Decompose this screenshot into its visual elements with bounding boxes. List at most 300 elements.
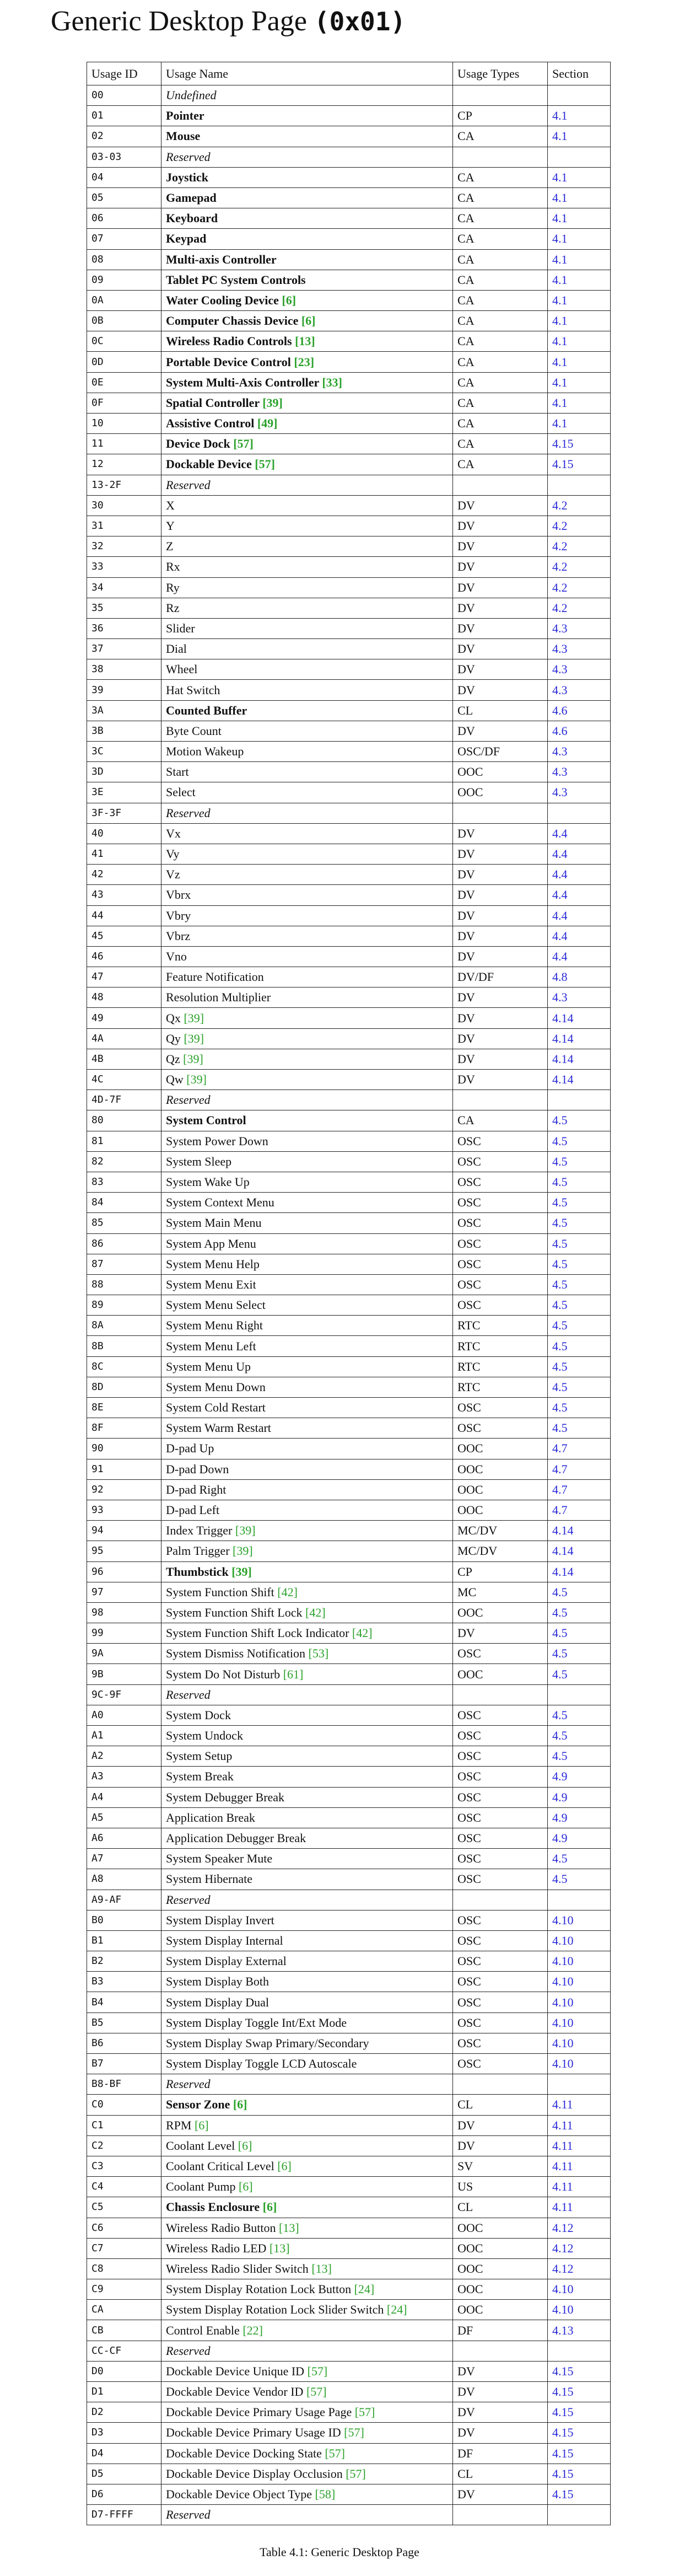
section-link[interactable]: 4.15 <box>548 2484 611 2504</box>
usage-name-cell <box>161 2361 453 2381</box>
section-link[interactable]: 4.12 <box>548 2258 611 2279</box>
section-link[interactable]: 4.10 <box>548 2300 611 2320</box>
reference-link[interactable]: [13] <box>269 2241 290 2255</box>
section-link[interactable]: 4.1 <box>548 187 611 208</box>
section-link[interactable]: 4.1 <box>548 290 611 310</box>
section-link[interactable]: 4.15 <box>548 2402 611 2423</box>
reference-link[interactable]: [49] <box>257 416 278 431</box>
usage-id-cell: A6 <box>87 1828 161 1848</box>
usage-name-text: Counted Buffer <box>166 703 247 717</box>
reference-link[interactable]: [6] <box>282 293 297 307</box>
usage-name-cell <box>161 1028 453 1049</box>
usage-id-cell: 3F-3F <box>87 803 161 823</box>
usage-types-cell: OOC <box>453 1602 548 1623</box>
section-link[interactable]: 4.3 <box>548 618 611 638</box>
usage-name-cell <box>161 1541 453 1561</box>
section-link[interactable]: 4.1 <box>548 229 611 249</box>
usage-id-cell: 8F <box>87 1418 161 1439</box>
usage-id-cell: 09 <box>87 270 161 290</box>
section-link[interactable]: 4.1 <box>548 352 611 372</box>
usage-name-text: System Display Internal <box>166 1933 283 1947</box>
usage-id-cell: CB <box>87 2320 161 2341</box>
usage-types-cell: OSC <box>453 1910 548 1930</box>
reference-link[interactable]: [6] <box>239 2180 253 2194</box>
usage-name-text: System Debugger Break <box>166 1790 285 1804</box>
section-link[interactable]: 4.9 <box>548 1787 611 1807</box>
usage-name-cell <box>161 1008 453 1028</box>
table-row <box>87 967 611 988</box>
usage-name-text: System Do Not Disturb <box>166 1667 281 1681</box>
usage-id-cell: C0 <box>87 2095 161 2115</box>
section-link[interactable]: 4.14 <box>548 1008 611 1028</box>
usage-id-cell: 8E <box>87 1398 161 1418</box>
section-link[interactable]: 4.3 <box>548 782 611 803</box>
usage-name-cell <box>161 1418 453 1439</box>
usage-name-cell <box>161 208 453 229</box>
section-link[interactable]: 4.1 <box>548 372 611 393</box>
section-link[interactable]: 4.15 <box>548 2423 611 2443</box>
usage-name-cell <box>161 1110 453 1131</box>
usage-id-cell: A4 <box>87 1787 161 1807</box>
reference-link[interactable]: [57] <box>354 2405 375 2419</box>
usage-name-cell <box>161 1459 453 1479</box>
section-link[interactable]: 4.10 <box>548 2012 611 2033</box>
usage-types-cell: OSC <box>453 1992 548 2012</box>
usage-types-cell: CA <box>453 229 548 249</box>
usage-id-cell: 97 <box>87 1582 161 1602</box>
usage-name-cell <box>161 598 453 618</box>
section-link[interactable]: 4.5 <box>548 1849 611 1869</box>
usage-id-cell: CA <box>87 2300 161 2320</box>
table-row <box>87 2320 611 2341</box>
usage-name-text: System Sleep <box>166 1154 232 1168</box>
table-row <box>87 434 611 454</box>
usage-name-text: X <box>166 498 175 512</box>
section-link[interactable]: 4.4 <box>548 823 611 844</box>
reference-link[interactable]: [39] <box>235 1523 256 1538</box>
usage-types-cell: CA <box>453 393 548 413</box>
section-link[interactable]: 4.12 <box>548 2218 611 2238</box>
section-link[interactable]: 4.14 <box>548 1028 611 1049</box>
table-row <box>87 2361 611 2381</box>
table-row <box>87 1213 611 1233</box>
section-link[interactable]: 4.5 <box>548 1110 611 1131</box>
section-link[interactable]: 4.4 <box>548 926 611 946</box>
section-link[interactable]: 4.5 <box>548 1726 611 1746</box>
section-link[interactable]: 4.5 <box>548 1377 611 1397</box>
usage-name-cell <box>161 865 453 885</box>
usage-name-cell <box>161 803 453 823</box>
reference-link[interactable]: [42] <box>305 1605 326 1619</box>
reference-link[interactable]: [13] <box>311 2261 332 2276</box>
reference-link[interactable]: [57] <box>255 457 275 471</box>
usage-name-text: Wireless Radio Slider Switch <box>166 2261 309 2276</box>
usage-name-cell <box>161 1972 453 1992</box>
section-link[interactable]: 4.14 <box>548 1541 611 1561</box>
usage-name-cell <box>161 1336 453 1356</box>
section-link[interactable]: 4.1 <box>548 270 611 290</box>
usage-types-cell: DV <box>453 516 548 536</box>
section-link[interactable]: 4.11 <box>548 2135 611 2156</box>
usage-name-cell <box>161 2402 453 2423</box>
section-link[interactable]: 4.1 <box>548 208 611 229</box>
section-link[interactable]: 4.9 <box>548 1807 611 1828</box>
usage-name-cell <box>161 1274 453 1295</box>
usage-types-cell: OOC <box>453 762 548 782</box>
section-link[interactable]: 4.5 <box>548 1869 611 1890</box>
usage-types-cell: DV <box>453 1049 548 1069</box>
usage-name-cell <box>161 1767 453 1787</box>
section-link[interactable]: 4.11 <box>548 2115 611 2135</box>
usage-types-cell: OOC <box>453 1459 548 1479</box>
table-row <box>87 844 611 864</box>
reference-link[interactable]: [6] <box>277 2159 292 2174</box>
usage-types-cell <box>453 803 548 823</box>
usage-id-cell: 32 <box>87 536 161 557</box>
usage-name-text: Dockable Device Primary Usage Page <box>166 2405 352 2419</box>
section-link[interactable]: 4.15 <box>548 2443 611 2464</box>
usage-id-cell: 9B <box>87 1664 161 1684</box>
section-link[interactable]: 4.4 <box>548 946 611 967</box>
section-link[interactable]: 4.1 <box>548 167 611 187</box>
reference-link[interactable]: [57] <box>306 2385 327 2399</box>
usage-types-cell: DF <box>453 2443 548 2464</box>
usage-name-cell <box>161 1705 453 1725</box>
section-link[interactable]: 4.11 <box>548 2177 611 2197</box>
usage-types-cell: CL <box>453 2095 548 2115</box>
section-link[interactable]: 4.5 <box>548 1356 611 1377</box>
usage-id-cell: 4A <box>87 1028 161 1049</box>
reference-link[interactable]: [39] <box>233 1544 253 1558</box>
section-link[interactable]: 4.4 <box>548 844 611 864</box>
section-link[interactable]: 4.9 <box>548 1828 611 1848</box>
section-link[interactable]: 4.1 <box>548 126 611 147</box>
usage-types-cell: OSC <box>453 1705 548 1725</box>
section-link[interactable]: 4.15 <box>548 434 611 454</box>
table-row <box>87 823 611 844</box>
usage-id-cell: 41 <box>87 844 161 864</box>
reference-link[interactable]: [13] <box>295 334 315 348</box>
section-link[interactable]: 4.5 <box>548 1131 611 1151</box>
reference-link[interactable]: [6] <box>238 2138 252 2153</box>
reference-link[interactable]: [6] <box>262 2200 277 2214</box>
section-link[interactable]: 4.5 <box>548 1316 611 1336</box>
usage-id-cell: 82 <box>87 1151 161 1172</box>
section-link[interactable]: 4.7 <box>548 1459 611 1479</box>
section-link[interactable]: 4.7 <box>548 1479 611 1500</box>
usage-types-cell: OSC <box>453 1233 548 1254</box>
section-link[interactable]: 4.11 <box>548 2197 611 2218</box>
section-link[interactable]: 4.14 <box>548 1070 611 1090</box>
usage-name-text: System Menu Left <box>166 1339 256 1353</box>
usage-name-cell <box>161 2505 453 2525</box>
reference-link[interactable]: [39] <box>184 1031 204 1045</box>
usage-id-cell: 42 <box>87 865 161 885</box>
usage-id-cell: 93 <box>87 1500 161 1520</box>
usage-name-cell <box>161 1910 453 1930</box>
usage-name-text: Gamepad <box>166 191 217 205</box>
usage-name-cell <box>161 2341 453 2361</box>
table-row <box>87 1582 611 1602</box>
reference-link[interactable]: [53] <box>308 1646 329 1661</box>
section-link[interactable]: 4.15 <box>548 2382 611 2402</box>
reference-link[interactable]: [39] <box>231 1564 252 1579</box>
usage-name-text: Reserved <box>166 2077 211 2091</box>
table-row <box>87 229 611 249</box>
reference-link[interactable]: [39] <box>186 1072 207 1087</box>
usage-name-cell <box>161 2382 453 2402</box>
reference-link[interactable]: [24] <box>354 2282 375 2296</box>
usage-types-cell: DV <box>453 2135 548 2156</box>
section-link[interactable]: 4.5 <box>548 1705 611 1725</box>
usage-id-cell: 45 <box>87 926 161 946</box>
section-link[interactable]: 4.14 <box>548 1561 611 1582</box>
section-link[interactable]: 4.7 <box>548 1500 611 1520</box>
section-link[interactable]: 4.2 <box>548 557 611 577</box>
usage-types-cell: CA <box>453 167 548 187</box>
usage-name-cell <box>161 1316 453 1336</box>
usage-types-cell <box>453 147 548 167</box>
usage-id-cell: C3 <box>87 2156 161 2176</box>
section-link[interactable]: 4.11 <box>548 2156 611 2176</box>
section-link[interactable]: 4.5 <box>548 1172 611 1192</box>
table-row <box>87 680 611 700</box>
usage-name-cell <box>161 2054 453 2074</box>
table-row <box>87 126 611 147</box>
section-link[interactable]: 4.9 <box>548 1767 611 1787</box>
reference-link[interactable]: [42] <box>352 1626 373 1640</box>
table-row <box>87 454 611 475</box>
section-link[interactable]: 4.1 <box>548 311 611 331</box>
section-link[interactable]: 4.6 <box>548 700 611 721</box>
usage-name-cell <box>161 988 453 1008</box>
usage-name-text: Reserved <box>166 1093 211 1107</box>
usage-name-cell <box>161 1131 453 1151</box>
section-link[interactable]: 4.3 <box>548 680 611 700</box>
usage-types-cell: OSC <box>453 2054 548 2074</box>
usage-name-text: Vx <box>166 826 181 840</box>
reference-link[interactable]: [57] <box>344 2425 364 2440</box>
section-link[interactable]: 4.5 <box>548 1664 611 1684</box>
usage-types-cell: CA <box>453 290 548 310</box>
usage-name-cell <box>161 2177 453 2197</box>
usage-name-text: Vy <box>166 847 180 861</box>
section-link[interactable]: 4.3 <box>548 988 611 1008</box>
table-row <box>87 516 611 536</box>
usage-name-cell <box>161 2012 453 2033</box>
header-usage-id: Usage ID <box>87 62 161 85</box>
table-row <box>87 742 611 762</box>
usage-name-cell <box>161 372 453 393</box>
section-link[interactable]: 4.10 <box>548 2054 611 2074</box>
usage-name-text: System Break <box>166 1769 234 1784</box>
table-row <box>87 414 611 434</box>
usage-types-cell: RTC <box>453 1377 548 1397</box>
usage-id-cell: B3 <box>87 1972 161 1992</box>
usage-types-cell: CA <box>453 270 548 290</box>
section-link[interactable]: 4.5 <box>548 1295 611 1316</box>
usage-types-cell: DV <box>453 823 548 844</box>
usage-types-cell: OSC <box>453 1849 548 1869</box>
section-link[interactable]: 4.10 <box>548 1930 611 1951</box>
usage-name-cell <box>161 1787 453 1807</box>
reference-link[interactable]: [33] <box>322 375 342 389</box>
section-link[interactable]: 4.4 <box>548 865 611 885</box>
usage-name-text: Reserved <box>166 1892 211 1907</box>
section-link[interactable]: 4.4 <box>548 905 611 926</box>
usage-name-cell <box>161 1295 453 1316</box>
section-link[interactable]: 4.5 <box>548 1602 611 1623</box>
section-link[interactable]: 4.5 <box>548 1336 611 1356</box>
usage-name-cell <box>161 844 453 864</box>
section-link[interactable]: 4.5 <box>548 1398 611 1418</box>
table-row <box>87 2115 611 2135</box>
section-link[interactable]: 4.15 <box>548 2464 611 2484</box>
reference-link[interactable]: [13] <box>279 2220 299 2235</box>
usage-id-cell: B8-BF <box>87 2074 161 2095</box>
reference-link[interactable]: [6] <box>194 2118 209 2132</box>
usage-name-cell <box>161 905 453 926</box>
reference-link[interactable]: [24] <box>386 2303 407 2317</box>
section-link[interactable]: 4.4 <box>548 885 611 905</box>
table-row <box>87 311 611 331</box>
section-link[interactable]: 4.1 <box>548 393 611 413</box>
usage-name-cell <box>161 1500 453 1520</box>
table-caption: Table 4.1: Generic Desktop Page <box>260 2545 419 2559</box>
usage-id-cell: 0C <box>87 331 161 352</box>
usage-name-text: Water Cooling Device <box>166 293 279 307</box>
reference-link[interactable]: [42] <box>277 1585 298 1599</box>
section-link[interactable]: 4.3 <box>548 742 611 762</box>
section-link[interactable]: 4.5 <box>548 1274 611 1295</box>
section-link[interactable]: 4.7 <box>548 1439 611 1459</box>
section-link[interactable]: 4.5 <box>548 1151 611 1172</box>
section-link[interactable]: 4.3 <box>548 659 611 680</box>
section-link[interactable]: 4.3 <box>548 762 611 782</box>
reference-link[interactable]: [6] <box>233 2097 247 2112</box>
usage-name-text: Dockable Device Primary Usage ID <box>166 2425 341 2440</box>
usage-id-cell: 40 <box>87 823 161 844</box>
section-link[interactable]: 4.5 <box>548 1233 611 1254</box>
usage-types-cell: OSC <box>453 1418 548 1439</box>
section-link[interactable]: 4.5 <box>548 1193 611 1213</box>
section-link[interactable]: 4.1 <box>548 249 611 270</box>
reference-link[interactable]: [57] <box>325 2446 345 2460</box>
section-link[interactable]: 4.1 <box>548 414 611 434</box>
table-row <box>87 762 611 782</box>
reference-link[interactable]: [23] <box>294 355 315 369</box>
reference-link[interactable]: [39] <box>262 395 283 410</box>
usage-name-cell <box>161 1623 453 1644</box>
table-row <box>87 475 611 495</box>
usage-name-text: Reserved <box>166 806 211 820</box>
section-link[interactable]: 4.5 <box>548 1746 611 1767</box>
usage-id-cell: 06 <box>87 208 161 229</box>
section-link[interactable]: 4.10 <box>548 2033 611 2053</box>
section-link[interactable]: 4.5 <box>548 1418 611 1439</box>
section-link[interactable]: 4.5 <box>548 1213 611 1233</box>
usage-types-cell: DV <box>453 680 548 700</box>
usage-id-cell: 08 <box>87 249 161 270</box>
usage-id-cell: D4 <box>87 2443 161 2464</box>
usage-name-cell <box>161 1213 453 1233</box>
usage-name-text: System Display Swap Primary/Secondary <box>166 2036 369 2050</box>
usage-name-text: System Display Invert <box>166 1913 274 1927</box>
section-link[interactable]: 4.1 <box>548 106 611 126</box>
usage-name-cell <box>161 1890 453 1910</box>
reference-link[interactable]: [39] <box>183 1051 203 1066</box>
usage-name-text: Dockable Device Display Occlusion <box>166 2466 343 2481</box>
usage-name-text: System Display Rotation Lock Slider Switch <box>166 2303 384 2317</box>
reference-link[interactable]: [58] <box>315 2487 336 2502</box>
section-link[interactable]: 4.10 <box>548 2279 611 2300</box>
section-link[interactable]: 4.12 <box>548 2238 611 2258</box>
usage-name-text: Y <box>166 519 175 533</box>
table-row <box>87 1336 611 1356</box>
section-link[interactable]: 4.5 <box>548 1623 611 1644</box>
reference-link[interactable]: [39] <box>184 1011 204 1025</box>
section-link[interactable]: 4.5 <box>548 1254 611 1274</box>
usage-types-cell: CA <box>453 187 548 208</box>
usage-name-cell <box>161 270 453 290</box>
section-link[interactable]: 4.2 <box>548 516 611 536</box>
usage-name-text: Wireless Radio Button <box>166 2220 276 2235</box>
reference-link[interactable]: [22] <box>242 2323 263 2337</box>
usage-name-cell <box>161 721 453 741</box>
section-link[interactable]: 4.14 <box>548 1049 611 1069</box>
usage-types-cell: CA <box>453 372 548 393</box>
section-link[interactable]: 4.8 <box>548 967 611 988</box>
section-link[interactable]: 4.3 <box>548 639 611 659</box>
section-link[interactable]: 4.14 <box>548 1521 611 1541</box>
section-link[interactable]: 4.10 <box>548 1992 611 2012</box>
section-link[interactable]: 4.2 <box>548 598 611 618</box>
usage-name-text: Qw <box>166 1072 184 1087</box>
reference-link[interactable]: [57] <box>307 2364 328 2378</box>
section-link[interactable]: 4.11 <box>548 2095 611 2115</box>
usage-id-cell: 02 <box>87 126 161 147</box>
table-row <box>87 2135 611 2156</box>
usage-types-cell: DV <box>453 598 548 618</box>
section-link[interactable]: 4.15 <box>548 454 611 475</box>
section-link[interactable]: 4.2 <box>548 577 611 598</box>
section-link[interactable]: 4.10 <box>548 1951 611 1972</box>
table-row <box>87 946 611 967</box>
usage-id-cell: D0 <box>87 2361 161 2381</box>
reference-link[interactable]: [6] <box>301 314 316 328</box>
section-link[interactable]: 4.2 <box>548 536 611 557</box>
section-link[interactable]: 4.2 <box>548 495 611 516</box>
section-link[interactable]: 4.5 <box>548 1582 611 1602</box>
section-link[interactable]: 4.10 <box>548 1972 611 1992</box>
reference-link[interactable]: [57] <box>346 2466 366 2481</box>
section-link[interactable]: 4.10 <box>548 1910 611 1930</box>
usage-name-cell <box>161 1151 453 1172</box>
reference-link[interactable]: [61] <box>283 1667 304 1681</box>
usage-types-cell: CL <box>453 700 548 721</box>
section-link[interactable]: 4.13 <box>548 2320 611 2341</box>
section-link[interactable]: 4.15 <box>548 2361 611 2381</box>
section-link[interactable]: 4.6 <box>548 721 611 741</box>
usage-types-cell: DV <box>453 905 548 926</box>
section-link[interactable]: 4.5 <box>548 1644 611 1664</box>
reference-link[interactable]: [57] <box>233 437 254 451</box>
section-link[interactable]: 4.1 <box>548 331 611 352</box>
table-row <box>87 1849 611 1869</box>
usage-name-cell <box>161 2464 453 2484</box>
usage-name-text: System Cold Restart <box>166 1400 266 1415</box>
usage-types-cell: OSC <box>453 1151 548 1172</box>
